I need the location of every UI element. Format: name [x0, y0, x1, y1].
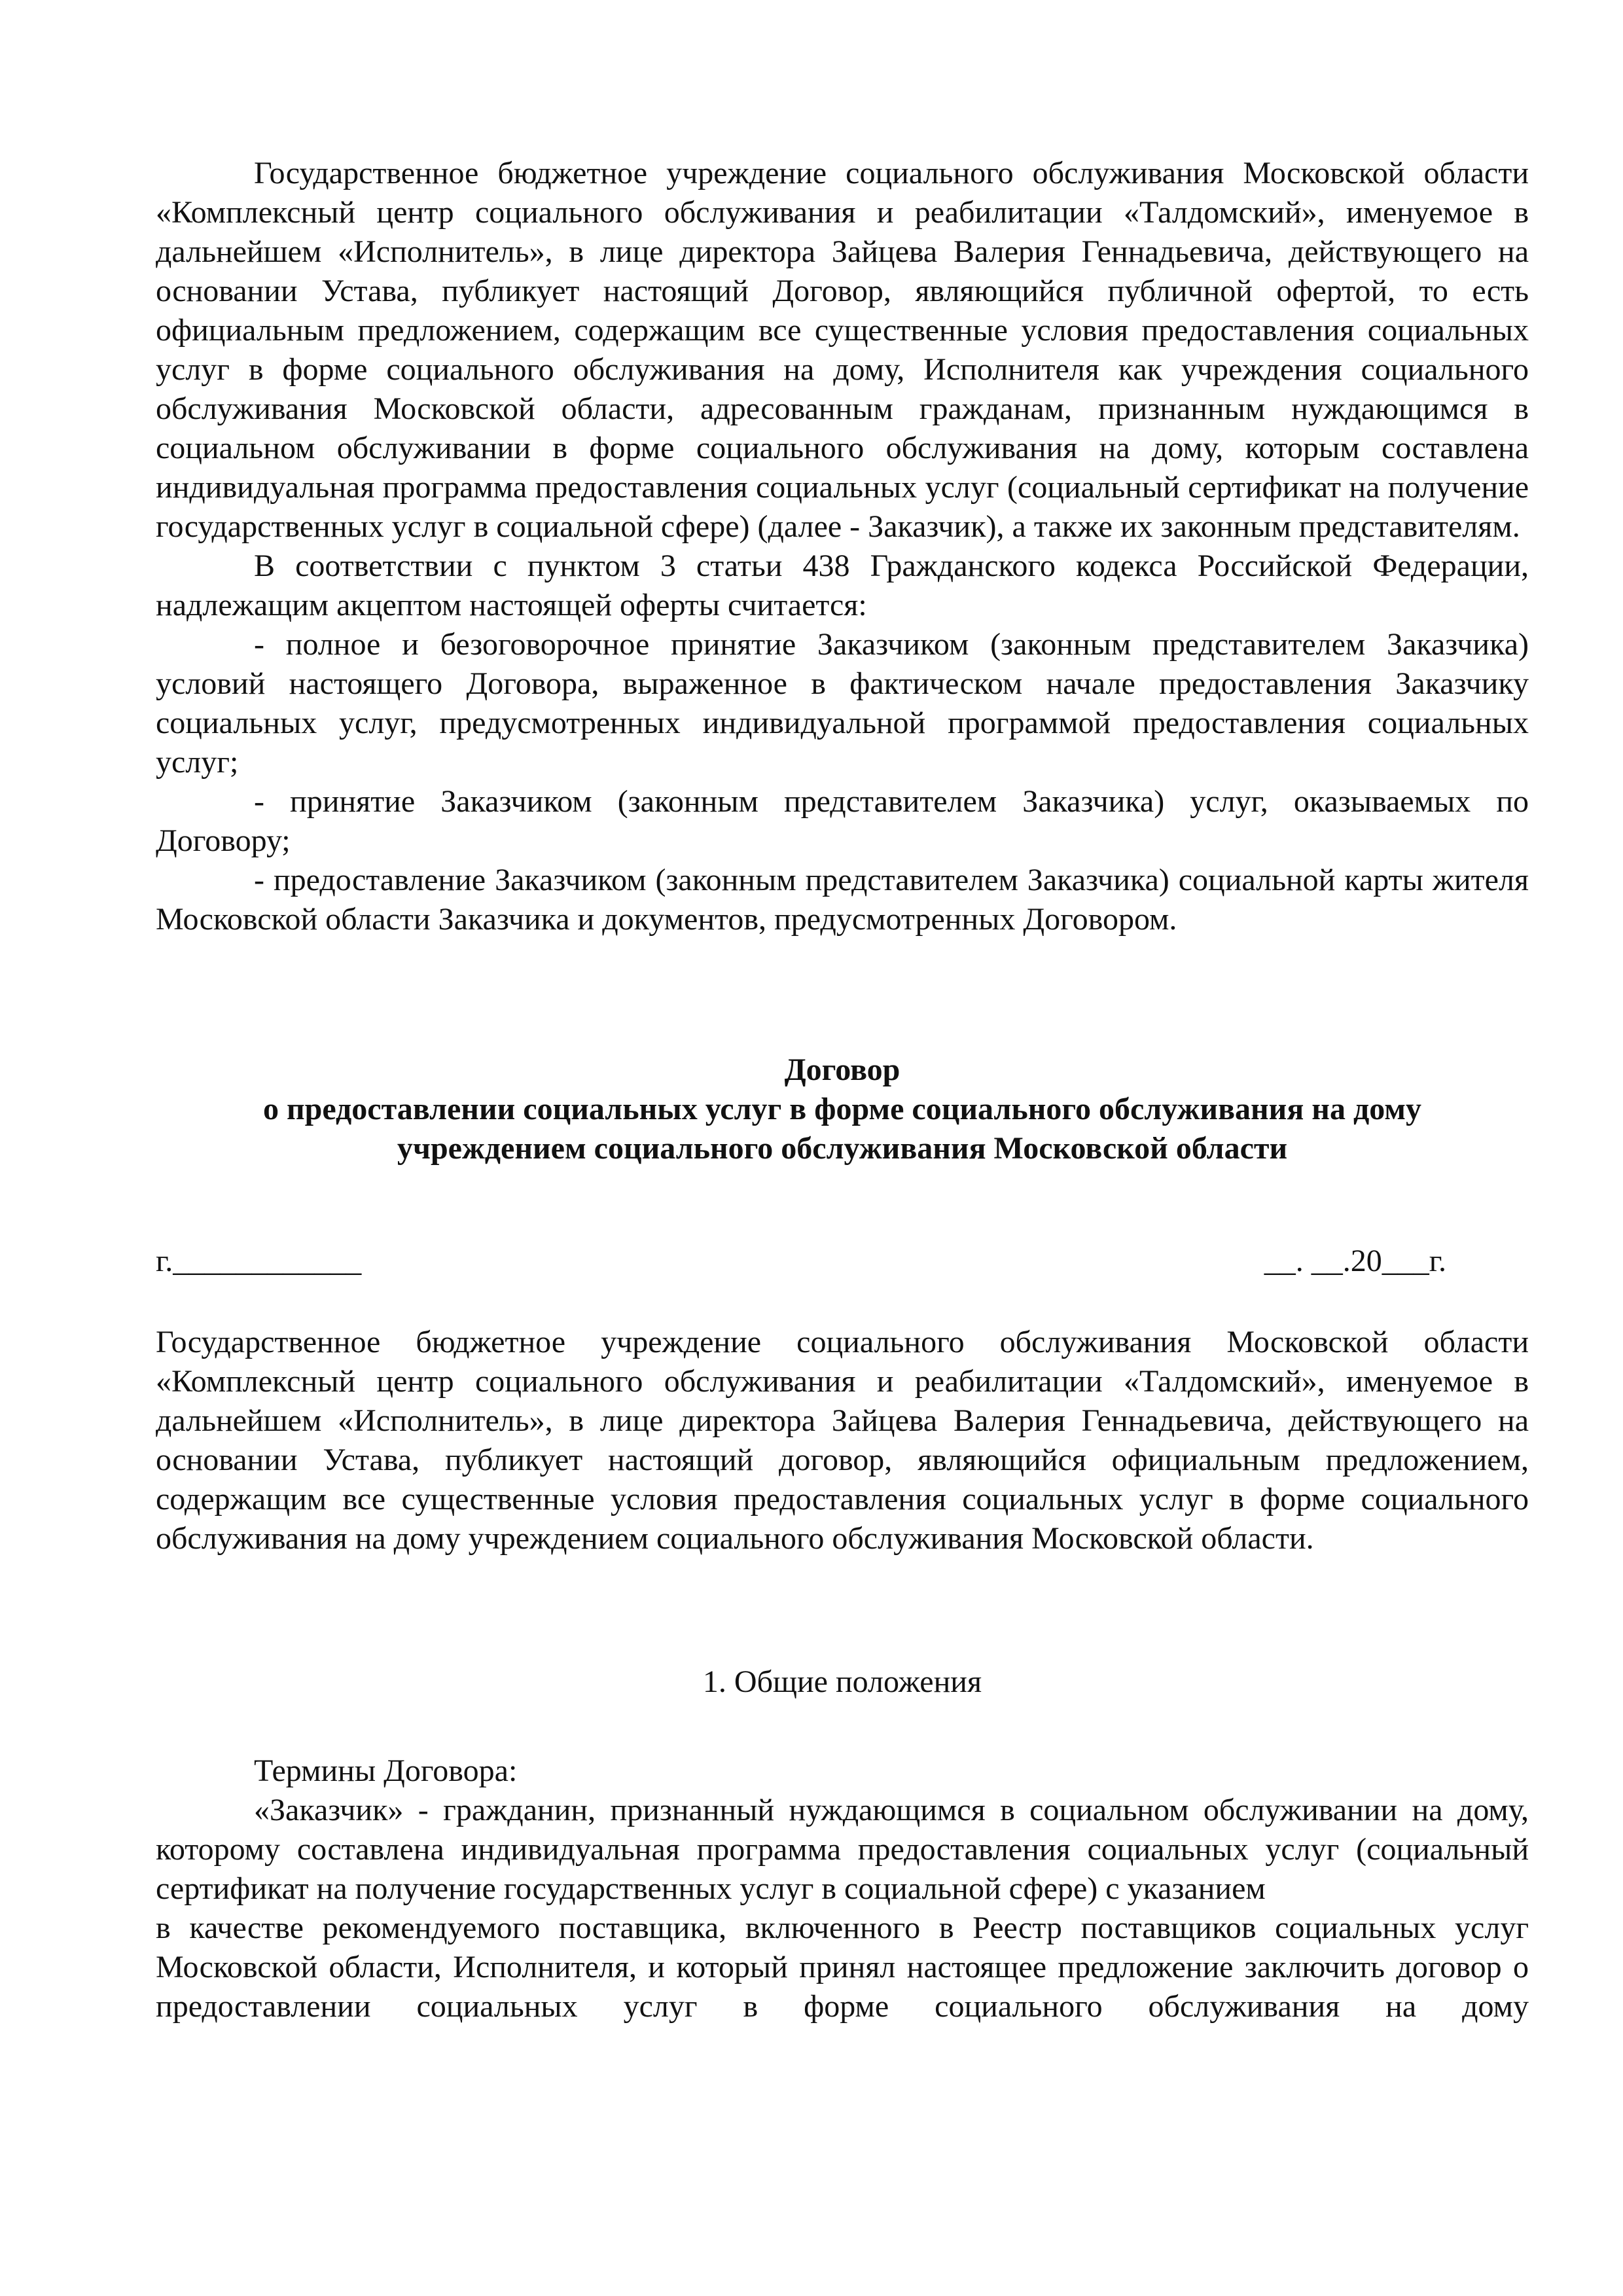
contract-intro — [156, 1323, 1529, 1558]
offer-paragraph-1: Государственное бюджетное учреждение социального обслуживания Московской области «Комплексный центр социального обслуживания и реабилитации «Талдомский», именуемое в дальнейшем «Исполнитель», в лице директора Зайцева Валерия Геннадьевича, действующего на основании Устава, публикует настоящий Договор, являющийся публичной офертой, то есть официальным предложением, содержащим все существенные условия предоставления социальных услуг в форме социального обслуживания на дому, Исполнителя как учреждения социального обслуживания Московской области, адресованным гражданам, признанным нуждающимся в социальном обслуживании в форме социального обслуживания на дому, которым составлена индивидуальная программа предоставления социальных услуг (социальный сертификат на получение государственных услуг в социальной сфере) (далее - Заказчик), а также их законным представителям. — [156, 156, 1529, 544]
public-offer-preamble — [156, 154, 1529, 939]
acceptance-item-2: - принятие Заказчиком (законным представителем Заказчика) услуг, оказываемых по Договору; — [156, 784, 1529, 858]
contract-title-line-3: учреждением социального обслуживания Московской области — [397, 1131, 1288, 1166]
contract-place: г.____________ — [156, 1244, 362, 1278]
customer-definition-part-2: в качестве рекомендуемого поставщика, включенного в Реестр поставщиков социальных услуг Московской области, Исполнителя, и который принял настоящее предложение заключить договор о предоставлении социальных услуг в форме социального обслуживания на дому — [156, 1910, 1529, 2024]
contract-title — [156, 1050, 1529, 1168]
contract-terms — [156, 1751, 1529, 2026]
contract-date: __. __.20___г. — [1264, 1244, 1446, 1278]
offer-paragraph-2: В соответствии с пунктом 3 статьи 438 Гражданского кодекса Российской Федерации, надлежащим акцептом настоящей оферты считается: — [156, 548, 1529, 622]
contract-title-line-2: о предоставлении социальных услуг в форме социального обслуживания на дому — [263, 1092, 1421, 1126]
terms-heading: Термины Договора: — [254, 1753, 518, 1788]
acceptance-item-1: - полное и безоговорочное принятие Заказчиком (законным представителем Заказчика) условий настоящего Договора, выраженное в фактическом начале предоставления Заказчику социальных услуг, предусмотренных индивидуальной программой предоставления социальных услуг; — [156, 627, 1529, 780]
customer-definition-part-1: «Заказчик» - гражданин, признанный нуждающимся в социальном обслуживании на дому, которому составлена индивидуальная программа предоставления социальных услуг (социальный сертификат на получение государственных услуг в социальной сфере) с указанием — [156, 1793, 1529, 1906]
contract-intro-paragraph: Государственное бюджетное учреждение социального обслуживания Московской области «Комплексный центр социального обслуживания и реабилитации «Талдомский», именуемое в дальнейшем «Исполнитель», в лице директора Зайцева Валерия Геннадьевича, действующего на основании Устава, публикует настоящий договор, являющийся официальным предложением, содержащим все существенные условия предоставления социальных услуг в форме социального обслуживания на дому учреждением социального обслуживания Московской области. — [156, 1325, 1529, 1556]
acceptance-item-3: - предоставление Заказчиком (законным представителем Заказчика) социальной карты жителя Московской области Заказчика и документов, предусмотренных Договором. — [156, 863, 1529, 937]
section-heading-general-provisions: 1. Общие положения — [702, 1664, 982, 1699]
contract-title-line-1: Договор — [784, 1052, 901, 1087]
